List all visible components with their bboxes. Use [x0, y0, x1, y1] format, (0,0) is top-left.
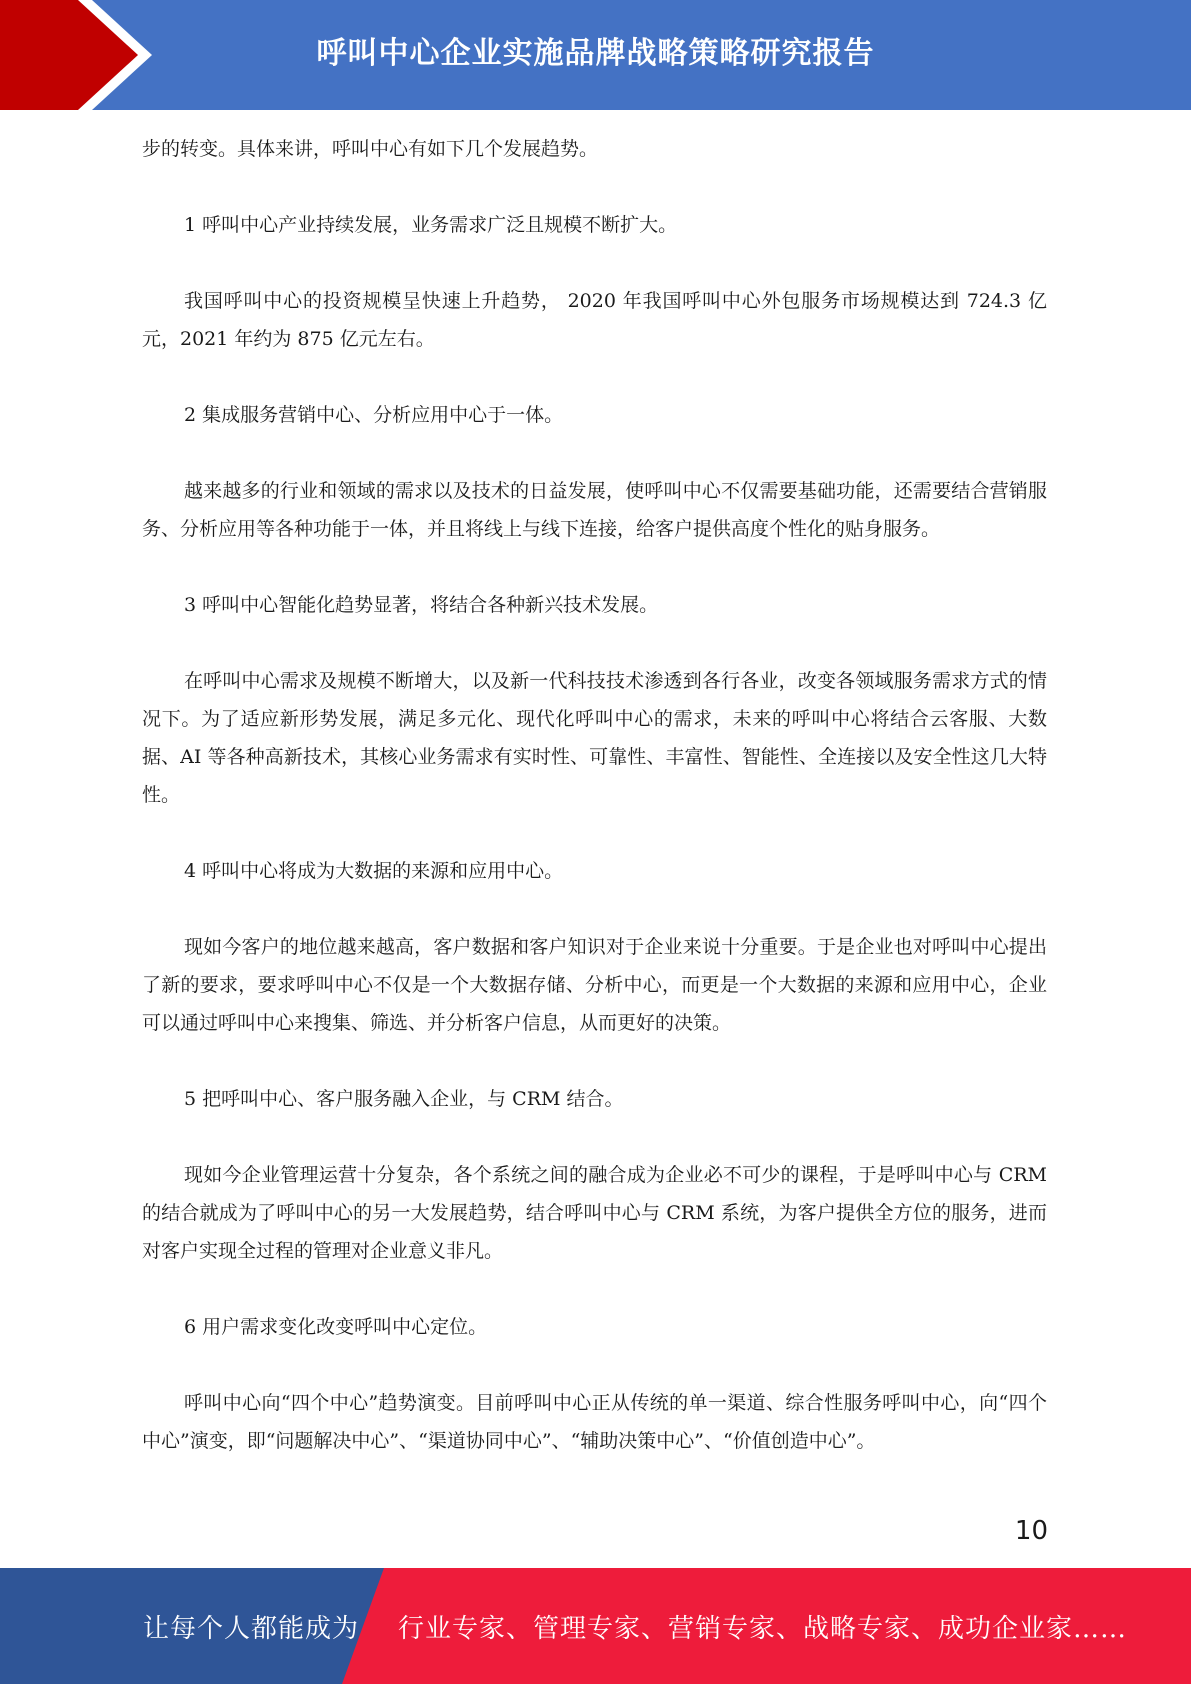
trend-heading-2: 2 集成服务营销中心、分析应用中心于一体。 [184, 404, 564, 426]
document-body [142, 130, 1047, 1460]
paragraph: 呼叫中心向“四个中心”趋势演变。目前呼叫中心正从传统的单一渠道、综合性服务呼叫中心，向“四个中心”演变，即“问题解决中心”、“渠道协同中心”、“辅助决策中心”、“价值创造中心”。 [142, 1392, 1047, 1452]
paragraph: 我国呼叫中心的投资规模呈快速上升趋势， 2020 年我国呼叫中心外包服务市场规模达到 724.3 亿元，2021 年约为 875 亿元左右。 [142, 290, 1047, 350]
trend-heading-3: 3 呼叫中心智能化趋势显著，将结合各种新兴技术发展。 [184, 594, 659, 616]
header-chevron-decoration [0, 0, 160, 110]
footer-slogan-right: 行业专家、管理专家、营销专家、战略专家、成功企业家…… [398, 1613, 1128, 1644]
trend-heading-4: 4 呼叫中心将成为大数据的来源和应用中心。 [184, 860, 564, 882]
paragraph: 现如今客户的地位越来越高，客户数据和客户知识对于企业来说十分重要。于是企业也对呼叫中心提出了新的要求，要求呼叫中心不仅是一个大数据存储、分析中心，而更是一个大数据的来源和应用中心，企业可以通过呼叫中心来搜集、筛选、并分析客户信息，从而更好的决策。 [142, 936, 1047, 1034]
page-header [0, 0, 1191, 110]
trend-heading-6: 6 用户需求变化改变呼叫中心定位。 [184, 1316, 488, 1338]
paragraph: 越来越多的行业和领域的需求以及技术的日益发展，使呼叫中心不仅需要基础功能，还需要结合营销服务、分析应用等各种功能于一体，并且将线上与线下连接，给客户提供高度个性化的贴身服务。 [142, 480, 1047, 540]
paragraph: 步的转变。具体来讲，呼叫中心有如下几个发展趋势。 [142, 138, 599, 160]
report-title: 呼叫中心企业实施品牌战略策略研究报告 [316, 36, 875, 71]
paragraph: 在呼叫中心需求及规模不断增大，以及新一代科技技术渗透到各行各业，改变各领域服务需求方式的情况下。为了适应新形势发展，满足多元化、现代化呼叫中心的需求，未来的呼叫中心将结合云客服、大数据、AI 等各种高新技术，其核心业务需求有实时性、可靠性、丰富性、智能性、全连接以及安全性这几大特性。 [142, 670, 1047, 806]
trend-heading-5: 5 把呼叫中心、客户服务融入企业，与 CRM 结合。 [184, 1088, 624, 1110]
page-footer [0, 1568, 1191, 1684]
paragraph: 现如今企业管理运营十分复杂，各个系统之间的融合成为企业必不可少的课程，于是呼叫中心与 CRM 的结合就成为了呼叫中心的另一大发展趋势，结合呼叫中心与 CRM 系统，为客户提供全方位的服务，进而对客户实现全过程的管理对企业意义非凡。 [142, 1164, 1047, 1262]
trend-heading-1: 1 呼叫中心产业持续发展，业务需求广泛且规模不断扩大。 [184, 214, 678, 236]
page-number: 10 [1014, 1516, 1048, 1546]
footer-slogan-left: 让每个人都能成为 [143, 1613, 360, 1644]
